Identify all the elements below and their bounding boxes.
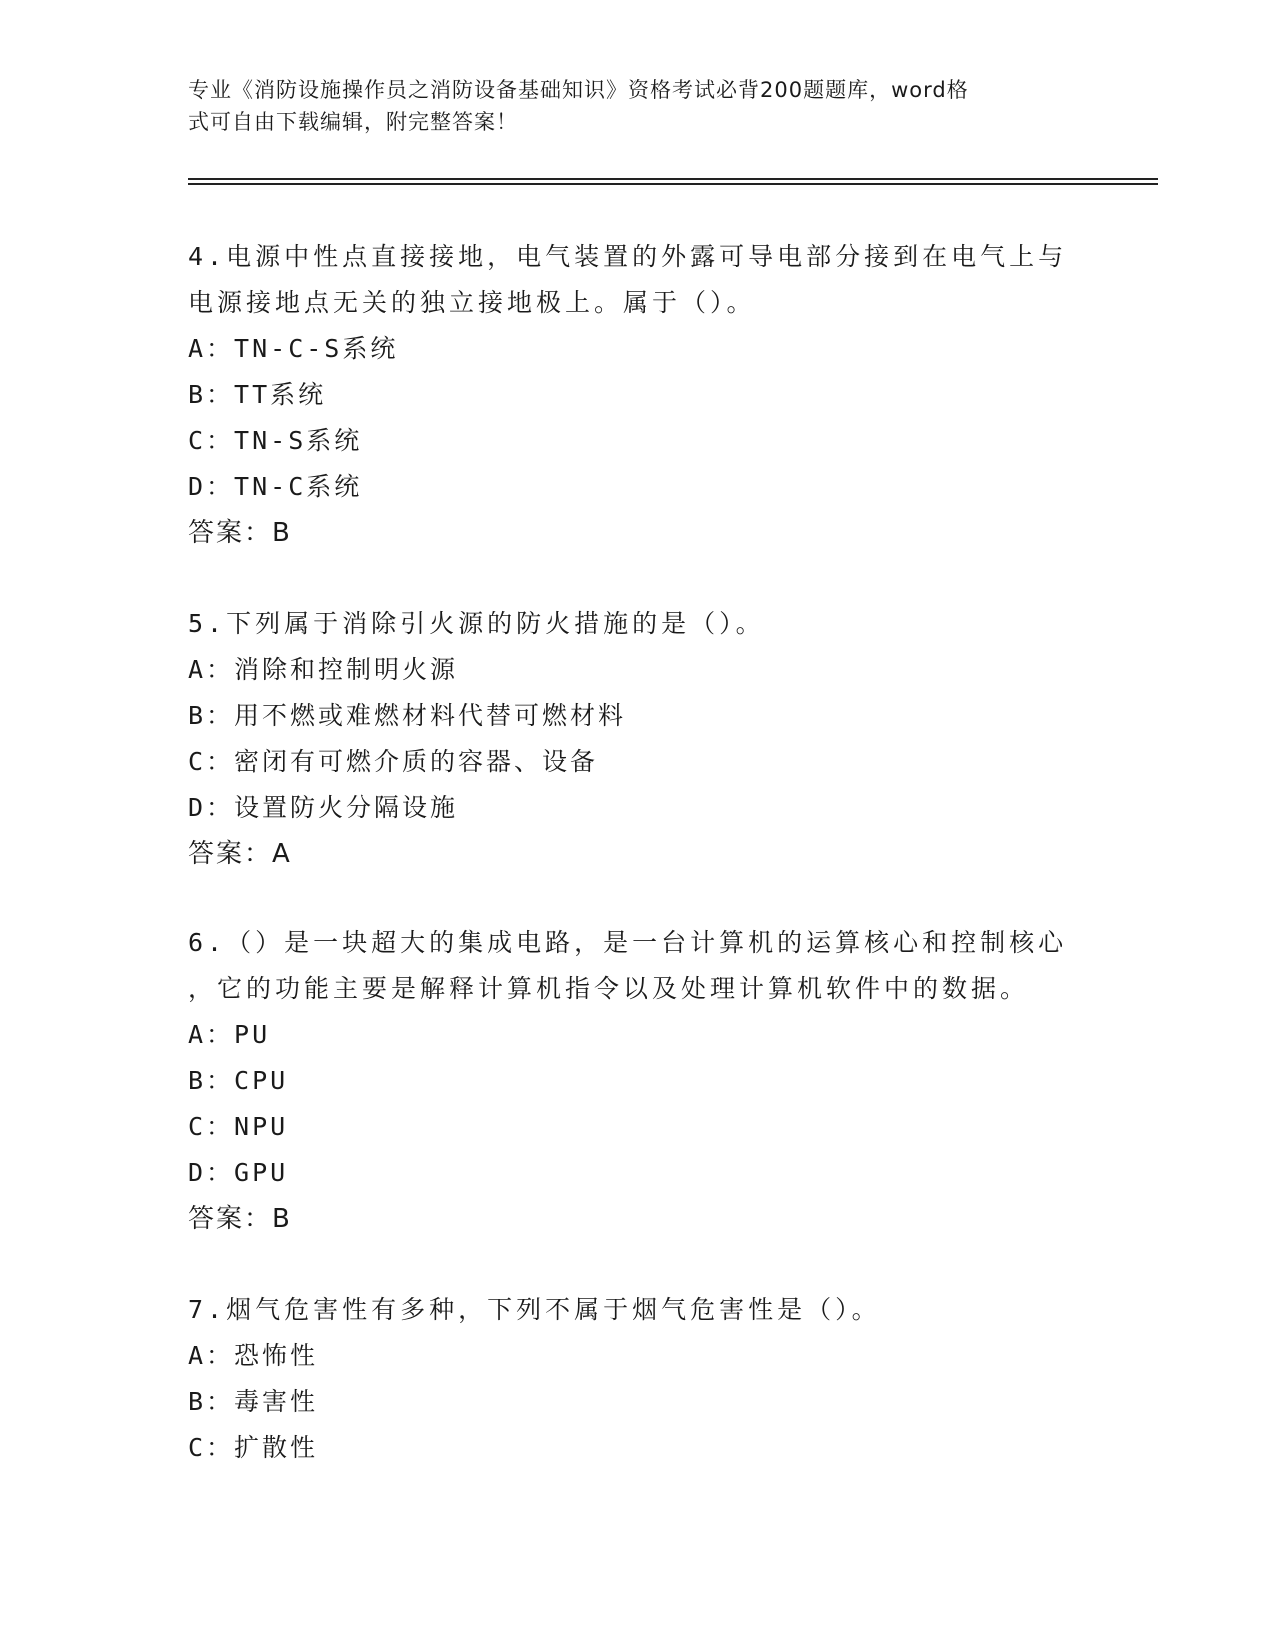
option-b: B：TT系统 xyxy=(188,380,327,409)
document-header xyxy=(188,74,1068,138)
header-line-1: 专业《消防设施操作员之消防设备基础知识》资格考试必背200题题库，word格 xyxy=(188,78,969,102)
question-6 xyxy=(188,920,1088,1242)
header-line-2: 式可自由下载编辑，附完整答案！ xyxy=(188,110,518,134)
option-b: B：CPU xyxy=(188,1066,289,1095)
question-stem-line: 7.烟气危害性有多种，下列不属于烟气危害性是（）。 xyxy=(188,1295,881,1324)
header-divider-bottom xyxy=(188,183,1158,185)
question-stem-line: 电源接地点无关的独立接地极上。属于（）。 xyxy=(188,288,756,317)
option-d: D：设置防火分隔设施 xyxy=(188,793,459,822)
option-d: D：TN-C系统 xyxy=(188,472,363,501)
option-b: B：毒害性 xyxy=(188,1387,319,1416)
option-c: C：TN-S系统 xyxy=(188,426,363,455)
question-5 xyxy=(188,601,1088,877)
answer: 答案：B xyxy=(188,518,292,548)
option-a: A：恐怖性 xyxy=(188,1341,319,1370)
question-stem-line: 5.下列属于消除引火源的防火措施的是（）。 xyxy=(188,609,765,638)
question-7 xyxy=(188,1287,1088,1471)
header-divider-top xyxy=(188,178,1158,180)
option-a: A：TN-C-S系统 xyxy=(188,334,399,363)
question-stem-line: ，它的功能主要是解释计算机指令以及处理计算机软件中的数据。 xyxy=(188,974,1030,1003)
question-stem-line: 6.（）是一块超大的集成电路，是一台计算机的运算核心和控制核心 xyxy=(188,928,1068,957)
question-stem-line: 4.电源中性点直接接地，电气装置的外露可导电部分接到在电气上与 xyxy=(188,242,1068,271)
option-a: A：消除和控制明火源 xyxy=(188,655,459,684)
option-a: A：PU xyxy=(188,1020,271,1049)
option-b: B：用不燃或难燃材料代替可燃材料 xyxy=(188,701,627,730)
answer: 答案：A xyxy=(188,839,292,869)
option-d: D：GPU xyxy=(188,1158,289,1187)
answer: 答案：B xyxy=(188,1204,292,1234)
question-4 xyxy=(188,234,1088,556)
option-c: C：密闭有可燃介质的容器、设备 xyxy=(188,747,599,776)
option-c: C：NPU xyxy=(188,1112,289,1141)
option-c: C：扩散性 xyxy=(188,1433,319,1462)
